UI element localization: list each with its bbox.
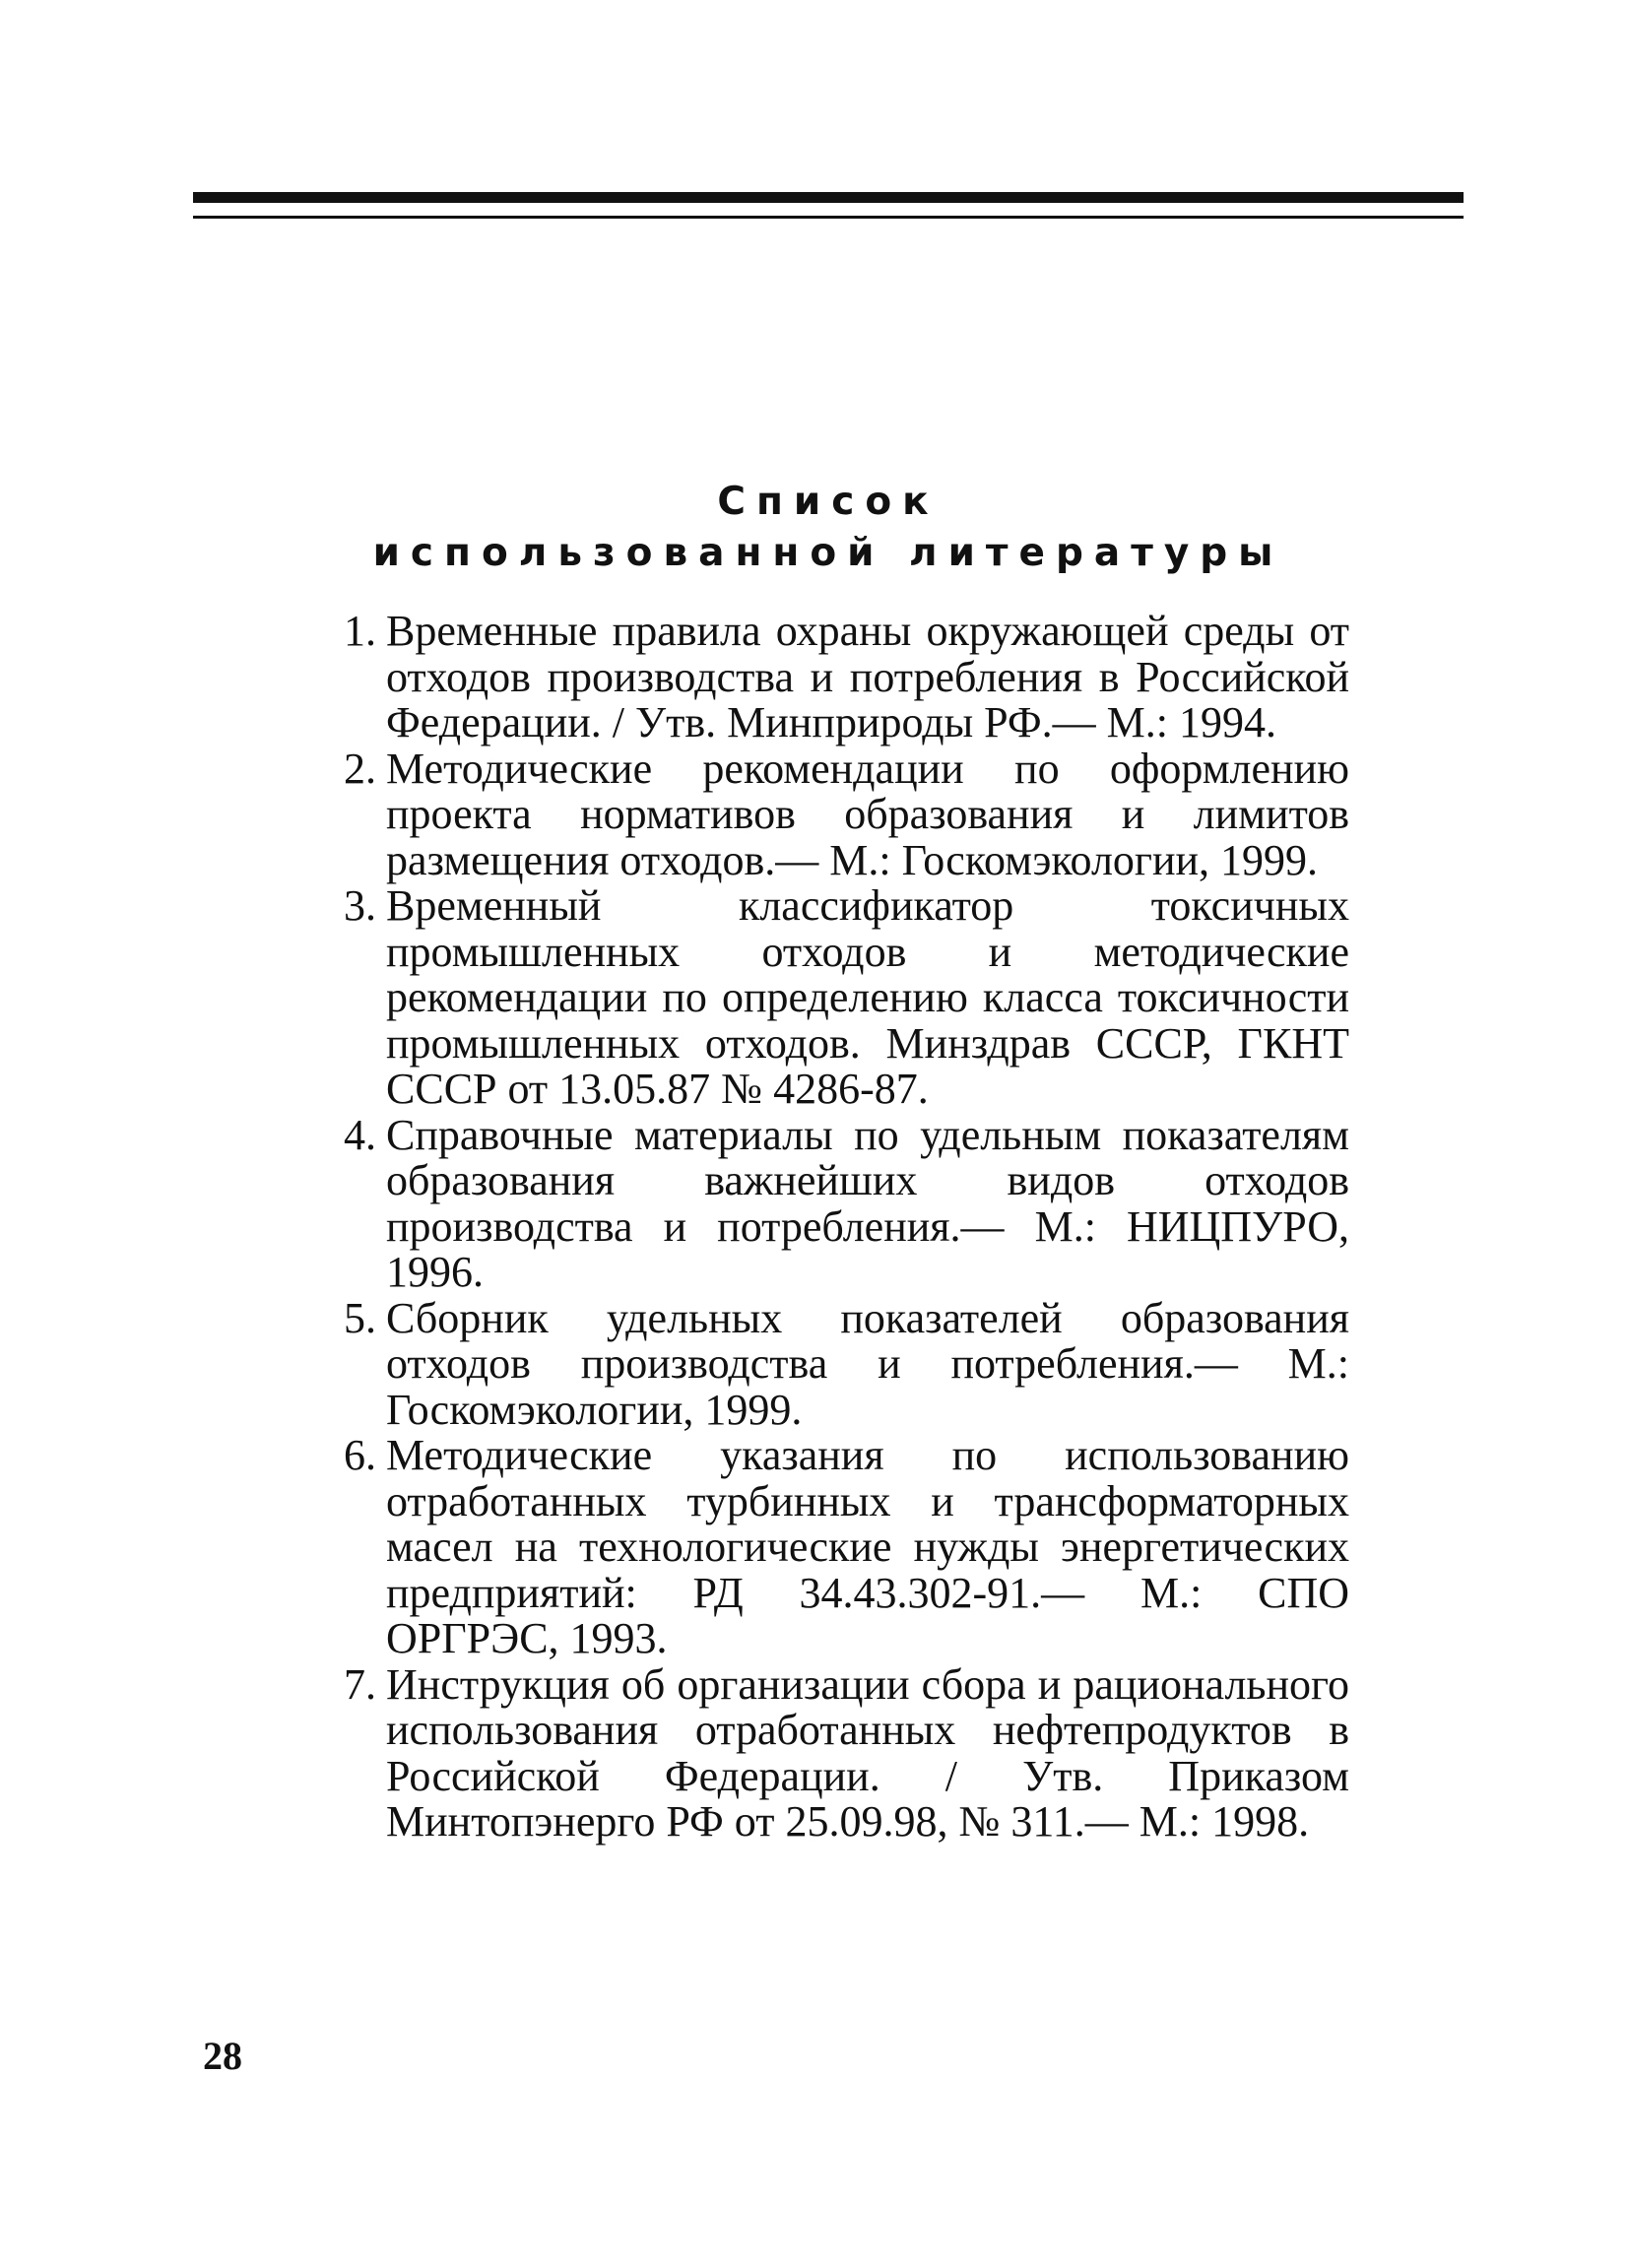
reference-number: 4. <box>344 1110 376 1159</box>
reference-item-6 <box>325 1433 1349 1662</box>
reference-text: Временные правила охраны окружающей среды от отходов производства и потребления в Российской Федерации. / Утв. Минприроды РФ.— М.: 1994. <box>386 607 1349 746</box>
reference-text: Методические рекомендации по оформлению проекта нормативов образования и лимитов размещения отходов.— М.: Госкомэкологии, 1999. <box>386 744 1349 884</box>
reference-item-5 <box>325 1293 1349 1434</box>
reference-text: Инструкция об организации сбора и рационального использования отработанных нефтепродуктов в Российской Федерации. / Утв. Приказом Минтопэнерго РФ от 25.09.98, № 311.— М.: 1998. <box>386 1659 1349 1846</box>
reference-item-7 <box>325 1659 1349 1846</box>
header-rule-thin <box>193 216 1464 219</box>
reference-list <box>325 609 1349 1846</box>
reference-text: Методические указания по использованию отработанных турбинных и трансформаторных масел на технологические нужды энергетических предприятий: РД 34.43.302-91.— М.: СПО ОРГРЭС, 1993. <box>386 1431 1349 1662</box>
header-rule-thick <box>193 192 1464 203</box>
reference-number: 2. <box>344 744 376 793</box>
reference-number: 1. <box>344 607 376 655</box>
reference-text: Сборник удельных показателей образования отходов производства и потребления.— М.: Госкомэкологии, 1999. <box>386 1293 1349 1434</box>
reference-item-4 <box>325 1110 1349 1296</box>
page-number: 28 <box>203 2034 242 2078</box>
reference-number: 5. <box>344 1293 376 1342</box>
section-heading <box>193 477 1464 579</box>
reference-item-2 <box>325 746 1349 884</box>
reference-number: 6. <box>344 1431 376 1479</box>
reference-item-3 <box>325 883 1349 1113</box>
heading-line-1: Список <box>717 480 940 524</box>
reference-text: Временный классификатор токсичных промышленных отходов и методические рекомендации по определению класса токсичности промышленных отходов. Минздрав СССР, ГКНТ СССР от 13.05.87 № 4286-87. <box>386 881 1349 1113</box>
reference-number: 7. <box>344 1659 376 1709</box>
reference-item-1 <box>325 609 1349 746</box>
reference-number: 3. <box>344 881 376 930</box>
reference-text: Справочные материалы по удельным показателям образования важнейших видов отходов производства и потребления.— М.: НИЦПУРО, 1996. <box>386 1110 1349 1296</box>
heading-line-2: использованной литературы <box>372 531 1284 575</box>
